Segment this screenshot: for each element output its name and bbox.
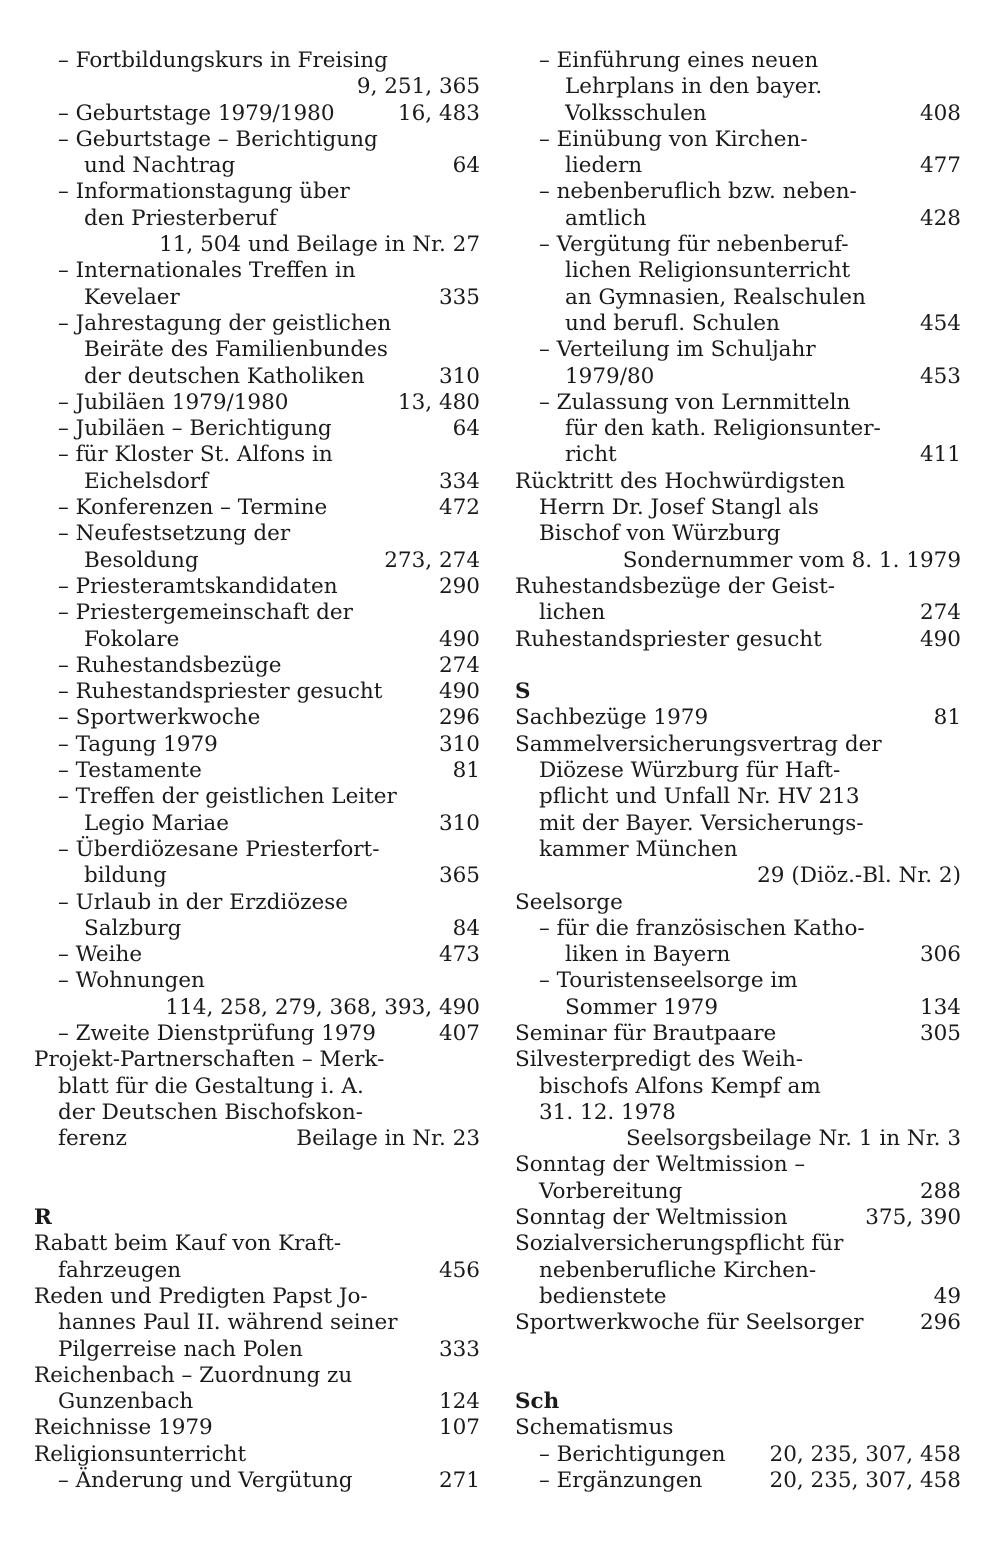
entry-text: – Zulassung von Lernmitteln (539, 389, 851, 415)
entry-text: Vorbereitung (539, 1178, 683, 1204)
page-reference: 453 (919, 363, 961, 389)
page-reference: 271 (438, 1468, 480, 1494)
entry-text: lichen (539, 600, 606, 626)
page-reference: 9, 251, 365 (356, 74, 480, 100)
index-line (515, 1179, 961, 1205)
page-reference: 288 (919, 1178, 961, 1204)
entry-text: – Internationales Treffen in (58, 258, 356, 284)
index-line (34, 1415, 480, 1441)
index-line (515, 1231, 961, 1257)
entry-text: Silvesterpredigt des Weih- (515, 1047, 804, 1073)
entry-text: – Informationstagung über (58, 179, 350, 205)
index-line (515, 890, 961, 916)
index-line (515, 1126, 961, 1152)
index-line (515, 101, 961, 127)
index-line (34, 968, 480, 994)
entry-text: der Deutschen Bischofskon- (58, 1099, 363, 1125)
index-line (34, 1021, 480, 1047)
entry-text: – Treffen der geistlichen Leiter (58, 784, 397, 810)
section-letter: Sch (515, 1389, 560, 1415)
index-line (515, 784, 961, 810)
entry-text: Kevelaer (84, 284, 180, 310)
index-line (34, 1231, 480, 1257)
index-line (34, 811, 480, 837)
index-line (515, 1284, 961, 1310)
page-reference: 274 (438, 652, 480, 678)
index-line (515, 74, 961, 100)
index-line (515, 442, 961, 468)
page-reference: 456 (438, 1257, 480, 1283)
index-line (34, 521, 480, 547)
index-line (34, 1310, 480, 1336)
entry-text: – Weihe (58, 942, 143, 968)
page-reference: 64 (452, 153, 480, 179)
index-line (34, 1047, 480, 1073)
index-line (34, 995, 480, 1021)
entry-text: Sonntag der Weltmission (515, 1205, 788, 1231)
index-line (515, 995, 961, 1021)
page-reference: Beilage in Nr. 23 (296, 1126, 480, 1152)
entry-text: – Jubiläen – Berichtigung (58, 416, 332, 442)
entry-text: – Priesteramtskandidaten (58, 573, 338, 599)
index-line (34, 574, 480, 600)
page-reference: 134 (919, 994, 961, 1020)
index-line (515, 600, 961, 626)
index-line (515, 1415, 961, 1441)
index-line (515, 574, 961, 600)
index-line (34, 232, 480, 258)
section-heading (34, 1205, 480, 1231)
entry-text: Beiräte des Familienbundes (84, 337, 388, 363)
page-reference: 411 (919, 442, 961, 468)
entry-text: – Ruhestandsbezüge (58, 652, 282, 678)
index-line (34, 1468, 480, 1494)
entry-text: liedern (565, 153, 643, 179)
index-line (515, 548, 961, 574)
index-line (515, 153, 961, 179)
index-line (515, 627, 961, 653)
entry-text: – Testamente (58, 758, 202, 784)
index-line (515, 232, 961, 258)
index-line (34, 390, 480, 416)
entry-text: 31. 12. 1978 (539, 1099, 676, 1125)
entry-text: Rücktritt des Hochwürdigsten (515, 468, 846, 494)
index-line (34, 942, 480, 968)
index-line (515, 337, 961, 363)
page-reference: 428 (919, 205, 961, 231)
entry-text: pflicht und Unfall Nr. HV 213 (539, 784, 860, 810)
entry-text: Sonntag der Weltmission – (515, 1152, 806, 1178)
index-line (515, 1468, 961, 1494)
index-line (34, 101, 480, 127)
index-line (34, 258, 480, 284)
entry-text: Diözese Würzburg für Haft- (539, 758, 841, 784)
entry-text: Seminar für Brautpaare (515, 1020, 777, 1046)
index-line (515, 416, 961, 442)
index-line (34, 1258, 480, 1284)
entry-text: richt (565, 442, 617, 468)
entry-text: nebenberufliche Kirchen- (539, 1257, 817, 1283)
index-line (34, 1363, 480, 1389)
index-line (515, 469, 961, 495)
page-reference: 114, 258, 279, 368, 393, 490 (165, 994, 480, 1020)
index-line (34, 1100, 480, 1126)
entry-text: – Fortbildungskurs in Freising (58, 48, 388, 73)
index-line (34, 732, 480, 758)
entry-text: – Wohnungen (58, 968, 205, 994)
entry-text: blatt für die Gestaltung i. A. (58, 1073, 364, 1099)
entry-text: bischofs Alfons Kempf am (539, 1073, 821, 1099)
entry-text: bildung (84, 863, 167, 889)
index-line (34, 1074, 480, 1100)
entry-text: Pilgerreise nach Polen (58, 1336, 303, 1362)
index-line (515, 1021, 961, 1047)
entry-text: – Tagung 1979 (58, 731, 218, 757)
page-reference: 473 (438, 942, 480, 968)
page-reference: 273, 274 (384, 547, 480, 573)
entry-text: – Einübung von Kirchen- (539, 126, 808, 152)
entry-text: Legio Mariae (84, 810, 229, 836)
entry-text: – Verteilung im Schuljahr (539, 337, 816, 363)
entry-text: ferenz (58, 1126, 127, 1152)
index-line (34, 705, 480, 731)
index-line (515, 1047, 961, 1073)
index-line (34, 548, 480, 574)
page-reference: 365 (438, 863, 480, 889)
entry-text: – Geburtstage – Berichtigung (58, 126, 378, 152)
page-reference: 335 (438, 284, 480, 310)
entry-text: den Priesterberuf (84, 205, 277, 231)
page-reference: 84 (452, 915, 480, 941)
index-line (34, 179, 480, 205)
index-line (34, 495, 480, 521)
page-reference: 296 (438, 705, 480, 731)
entry-text: – Sportwerkwoche (58, 705, 261, 731)
index-line (34, 627, 480, 653)
page-reference: 81 (933, 705, 961, 731)
entry-text: Schematismus (515, 1415, 674, 1441)
index-line (34, 74, 480, 100)
page-reference: 20, 235, 307, 458 (769, 1441, 961, 1467)
index-line (515, 732, 961, 758)
index-line (34, 1442, 480, 1468)
entry-text: – Berichtigungen (539, 1441, 726, 1467)
blank-line (34, 1179, 480, 1205)
page-reference: 490 (919, 626, 961, 652)
page-reference: 408 (919, 100, 961, 126)
index-line (34, 890, 480, 916)
entry-text: Sammelversicherungsvertrag der (515, 731, 882, 757)
entry-text: Reichnisse 1979 (34, 1415, 213, 1441)
entry-text: lichen Religionsunterricht (565, 258, 851, 284)
page-reference: 477 (919, 153, 961, 179)
index-line (515, 48, 961, 74)
entry-text: Rabatt beim Kauf von Kraft- (34, 1231, 342, 1257)
entry-text: – Überdiözesane Priesterfort- (58, 836, 380, 862)
index-line (34, 679, 480, 705)
index-line (515, 837, 961, 863)
entry-text: fahrzeugen (58, 1257, 182, 1283)
index-line (34, 127, 480, 153)
entry-text: – Neufestsetzung der (58, 521, 291, 547)
entry-text: – Zweite Dienstprüfung 1979 (58, 1020, 376, 1046)
index-line (34, 600, 480, 626)
index-line (515, 705, 961, 731)
index-line (515, 1205, 961, 1231)
index-line (34, 469, 480, 495)
page-reference: 81 (452, 758, 480, 784)
entry-text: Projekt-Partnerschaften – Merk- (34, 1047, 385, 1073)
index-line (515, 206, 961, 232)
page-reference: 310 (438, 731, 480, 757)
index-line (515, 364, 961, 390)
entry-text: Eichelsdorf (84, 468, 209, 494)
entry-text: 1979/80 (565, 363, 655, 389)
entry-text: Sachbezüge 1979 (515, 705, 709, 731)
page-reference: 20, 235, 307, 458 (769, 1468, 961, 1494)
blank-line (515, 653, 961, 679)
index-line (515, 179, 961, 205)
index-line (515, 1258, 961, 1284)
entry-text: Fokolare (84, 626, 180, 652)
page-reference: 107 (438, 1415, 480, 1441)
index-line (515, 521, 961, 547)
page-reference: 472 (438, 495, 480, 521)
index-line (515, 1442, 961, 1468)
entry-text: – Änderung und Vergütung (58, 1468, 353, 1494)
index-line (515, 127, 961, 153)
entry-text: – Geburtstage 1979/1980 (58, 100, 335, 126)
index-line (34, 337, 480, 363)
index-line (515, 863, 961, 889)
page-reference: 305 (919, 1020, 961, 1046)
index-line (515, 1310, 961, 1336)
index-line (515, 916, 961, 942)
page-reference: 375, 390 (865, 1205, 961, 1231)
index-line (34, 1284, 480, 1310)
page-reference: 407 (438, 1020, 480, 1046)
index-line (34, 416, 480, 442)
index-line (34, 916, 480, 942)
entry-text: an Gymnasien, Realschulen (565, 284, 866, 310)
entry-text: – Jubiläen 1979/1980 (58, 389, 289, 415)
page-reference: 490 (438, 626, 480, 652)
index-line (515, 758, 961, 784)
entry-text: Volksschulen (565, 100, 707, 126)
index-line (515, 258, 961, 284)
page-reference: 490 (438, 679, 480, 705)
index-line (515, 1100, 961, 1126)
entry-text: – Konferenzen – Termine (58, 495, 328, 521)
index-line (34, 442, 480, 468)
page-reference: 11, 504 und Beilage in Nr. 27 (159, 232, 480, 258)
entry-text: kammer München (539, 836, 738, 862)
index-line (515, 1152, 961, 1178)
entry-text: – Ergänzungen (539, 1468, 703, 1494)
entry-text: Ruhestandspriester gesucht (515, 626, 822, 652)
page-reference: 13, 480 (397, 389, 480, 415)
section-heading (515, 1389, 961, 1415)
entry-text: Salzburg (84, 915, 182, 941)
blank-line (515, 1363, 961, 1389)
section-letter: S (515, 679, 531, 705)
index-line (515, 1074, 961, 1100)
page-reference: 124 (438, 1389, 480, 1415)
index-line (515, 285, 961, 311)
entry-text: Gunzenbach (58, 1389, 194, 1415)
page-reference: 29 (Diöz.-Bl. Nr. 2) (757, 863, 961, 889)
index-line (515, 811, 961, 837)
entry-text: – für Kloster St. Alfons in (58, 442, 333, 468)
entry-text: Sozialversicherungspflicht für (515, 1231, 844, 1257)
entry-text: Lehrplans in den bayer. (565, 74, 823, 100)
entry-text: Religionsunterricht (34, 1441, 247, 1467)
entry-text: – Priestergemeinschaft der (58, 600, 353, 626)
page-reference: 333 (438, 1336, 480, 1362)
page-reference: 16, 483 (397, 100, 480, 126)
entry-text: für den kath. Religionsunter- (565, 416, 881, 442)
blank-line (34, 1152, 480, 1178)
entry-text: Seelsorge (515, 889, 623, 915)
entry-text: bedienstete (539, 1283, 667, 1309)
index-line (34, 153, 480, 179)
entry-text: der deutschen Katholiken (84, 363, 365, 389)
entry-text: – nebenberuflich bzw. neben- (539, 179, 857, 205)
section-heading (515, 679, 961, 705)
index-line (515, 311, 961, 337)
page-reference: 296 (919, 1310, 961, 1336)
entry-text: und berufl. Schulen (565, 310, 780, 336)
index-line (34, 1389, 480, 1415)
page-reference: 334 (438, 468, 480, 494)
section-letter: R (34, 1205, 52, 1231)
index-line (515, 495, 961, 521)
entry-text: – Urlaub in der Erzdiözese (58, 889, 348, 915)
entry-text: – Jahrestagung der geistlichen (58, 310, 392, 336)
index-line (515, 968, 961, 994)
entry-text: – Touristenseelsorge im (539, 968, 798, 994)
index-line (34, 837, 480, 863)
index-line (34, 758, 480, 784)
index-column-left (34, 48, 480, 1494)
entry-text: – für die französischen Katho- (539, 915, 865, 941)
index-line (34, 285, 480, 311)
page-reference: 274 (919, 600, 961, 626)
index-line (34, 784, 480, 810)
index-line (34, 311, 480, 337)
entry-text: Sommer 1979 (565, 994, 718, 1020)
index-line (34, 48, 480, 74)
blank-line (515, 1337, 961, 1363)
entry-text: liken in Bayern (565, 942, 731, 968)
entry-text: Besoldung (84, 547, 199, 573)
page-reference: 306 (919, 942, 961, 968)
entry-text: Ruhestandsbezüge der Geist- (515, 573, 836, 599)
page-reference: 290 (438, 573, 480, 599)
index-line (515, 390, 961, 416)
index-line (34, 1337, 480, 1363)
index-line (34, 364, 480, 390)
entry-text: Herrn Dr. Josef Stangl als (539, 495, 819, 521)
index-line (34, 653, 480, 679)
entry-text: – Einführung eines neuen (539, 48, 819, 73)
entry-text: amtlich (565, 205, 647, 231)
index-line (34, 206, 480, 232)
entry-text: Reichenbach – Zuordnung zu (34, 1362, 353, 1388)
entry-text: Sportwerkwoche für Seelsorger (515, 1310, 864, 1336)
page-reference: Sondernummer vom 8. 1. 1979 (622, 547, 961, 573)
entry-text: und Nachtrag (84, 153, 236, 179)
index-line (515, 942, 961, 968)
page-reference: 454 (919, 310, 961, 336)
index-line (34, 1126, 480, 1152)
entry-text: – Ruhestandspriester gesucht (58, 679, 383, 705)
entry-text: Bischof von Würzburg (539, 521, 781, 547)
page-reference: 310 (438, 810, 480, 836)
index-column-right (515, 48, 961, 1494)
page-reference: 64 (452, 416, 480, 442)
entry-text: Reden und Predigten Papst Jo- (34, 1283, 368, 1309)
page-reference: 49 (933, 1283, 961, 1309)
index-line (34, 863, 480, 889)
page-reference: Seelsorgsbeilage Nr. 1 in Nr. 3 (625, 1126, 961, 1152)
entry-text: – Vergütung für nebenberuf- (539, 232, 849, 258)
page-reference: 310 (438, 363, 480, 389)
entry-text: mit der Bayer. Versicherungs- (539, 810, 864, 836)
entry-text: hannes Paul II. während seiner (58, 1310, 398, 1336)
